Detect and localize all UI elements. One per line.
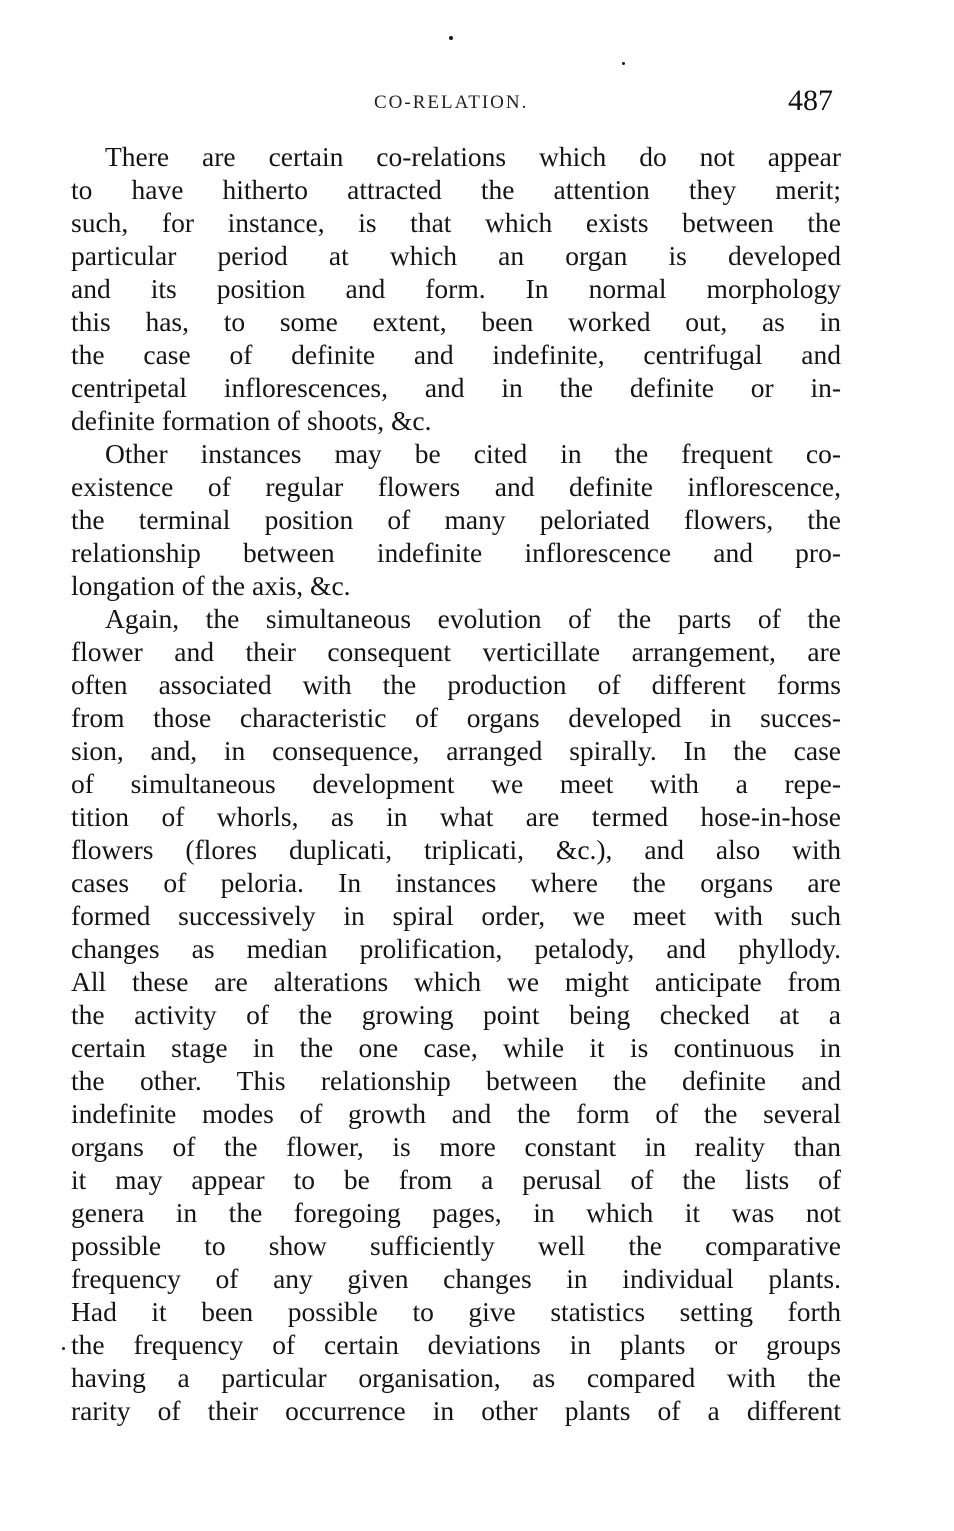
text-line: Other instances may be cited in the frequent co- — [105, 438, 841, 469]
text-line: the terminal position of many peloriated flowers, the — [71, 504, 841, 535]
text-line: having a particular organisation, as compared with the — [71, 1362, 841, 1393]
text-line: Again, the simultaneous evolution of the parts of the — [105, 603, 841, 634]
running-head — [0, 84, 954, 124]
text-line: indefinite modes of growth and the form of the several — [71, 1098, 841, 1129]
text-line: organs of the flower, is more constant in reality than — [71, 1131, 841, 1162]
text-line: cases of peloria. In instances where the organs are — [71, 867, 841, 898]
text-line: relationship between indefinite inflorescence and pro- — [71, 537, 841, 568]
text-line: possible to show sufficiently well the comparative — [71, 1230, 841, 1261]
ink-speck — [62, 1347, 65, 1350]
text-line: such, for instance, is that which exists between the — [71, 207, 841, 238]
text-line: genera in the foregoing pages, in which it was not — [71, 1197, 841, 1228]
text-line: flower and their consequent verticillate arrangement, are — [71, 636, 841, 667]
ink-speck — [622, 62, 625, 65]
text-line: rarity of their occurrence in other plants of a different — [71, 1395, 841, 1426]
text-line: the frequency of certain deviations in plants or groups — [71, 1329, 841, 1360]
text-line: the case of definite and indefinite, centrifugal and — [71, 339, 841, 370]
text-line: particular period at which an organ is developed — [71, 240, 841, 271]
text-line: centripetal inflorescences, and in the definite or in- — [71, 372, 841, 403]
text-line: of simultaneous development we meet with a repe- — [71, 768, 841, 799]
text-line: often associated with the production of different forms — [71, 669, 841, 700]
text-line: certain stage in the one case, while it is continuous in — [71, 1032, 841, 1063]
text-line: Had it been possible to give statistics setting forth — [71, 1296, 841, 1327]
text-line: from those characteristic of organs developed in succes- — [71, 702, 841, 733]
running-title: CO-RELATION. — [374, 92, 529, 113]
text-line: definite formation of shoots, &c. — [71, 405, 432, 436]
ink-speck — [449, 36, 453, 40]
text-line: All these are alterations which we might anticipate from — [71, 966, 841, 997]
page-number: 487 — [788, 84, 833, 117]
text-line: formed successively in spiral order, we meet with such — [71, 900, 841, 931]
text-line: the other. This relationship between the definite and — [71, 1065, 841, 1096]
text-line: and its position and form. In normal morphology — [71, 273, 841, 304]
text-line: longation of the axis, &c. — [71, 570, 351, 601]
text-line: this has, to some extent, been worked out, as in — [71, 306, 841, 337]
text-line: There are certain co-relations which do not appear — [105, 141, 841, 172]
text-line: flowers (flores duplicati, triplicati, &c.), and also with — [71, 834, 841, 865]
text-line: to have hitherto attracted the attention they merit; — [71, 174, 841, 205]
text-line: tition of whorls, as in what are termed hose-in-hose — [71, 801, 841, 832]
text-line: it may appear to be from a perusal of the lists of — [71, 1164, 841, 1195]
text-line: existence of regular flowers and definite inflorescence, — [71, 471, 841, 502]
text-line: changes as median prolification, petalody, and phyllody. — [71, 933, 841, 964]
text-line: the activity of the growing point being checked at a — [71, 999, 841, 1030]
text-line: sion, and, in consequence, arranged spirally. In the case — [71, 735, 841, 766]
body-text — [71, 140, 841, 1427]
text-line: frequency of any given changes in individual plants. — [71, 1263, 841, 1294]
